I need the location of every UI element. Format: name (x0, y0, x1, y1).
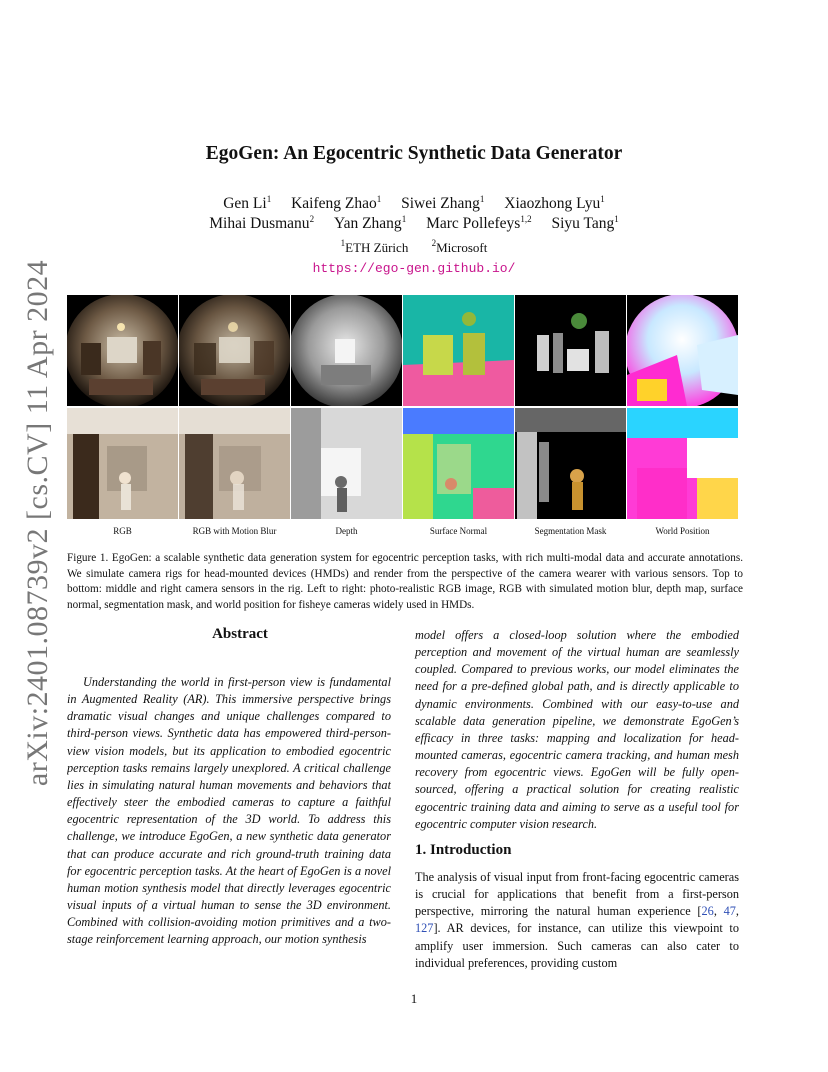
author: Siyu Tang$^1$ (551, 214, 619, 232)
world-position-right-image (627, 408, 738, 519)
affiliation: $^2$Microsoft (431, 238, 488, 255)
author: Xiaozhong Lyu$^1$ (504, 194, 605, 212)
figure-label-rgb-motion-blur: RGB with Motion Blur (192, 526, 277, 536)
abstract-heading: Abstract (212, 626, 268, 642)
figure-caption: Figure 1. EgoGen: a scalable synthetic data generation system for egocentric perception tasks, with rich multi-modal data and accurate annotations. We simulate camera rigs for head-mounted devices (HMDs) and render from the perspective of the camera wearer with various sensors. Top to bottom: middle and right camera sensors in the rig. Left to right: photo-realistic RGB image, RGB with simulated motion blur, depth map, surface normal, segmentation mask, and world position for fisheye cameras widely used in HMDs. (67, 552, 743, 611)
world-position-middle-image (627, 295, 738, 406)
author: Yan Zhang$^1$ (333, 214, 407, 232)
affiliations (0, 240, 828, 256)
segmentation-right-image (515, 408, 626, 519)
figure-label-segmentation-mask: Segmentation Mask (534, 526, 607, 536)
introduction-text: The analysis of visual input from front-facing egocentric cameras is crucial for applications that benefit from a first-person perspective, mirroring the natural human experience [26, 47, 127]. AR devices, for instance, can utilize this viewpoint to amplify user immersion. Such cameras can also cater to individual preferences, providing custom (415, 870, 739, 970)
citation-link[interactable]: 127 (415, 921, 434, 936)
author-row-2 (0, 215, 828, 233)
author: Kaifeng Zhao$^1$ (291, 194, 382, 212)
project-url-link[interactable]: https://ego-gen.github.io/ (312, 261, 516, 276)
rgb-right-image (67, 408, 178, 519)
introduction-heading: 1. Introduction (415, 842, 512, 858)
surface-normal-middle-image (403, 295, 514, 406)
abstract-text: Understanding the world in first-person view is fundamental in Augmented Reality (AR). This immersive perspective brings dramatic visual changes and unique challenges compared to third-person views. Synthetic data has empowered third-person-view vision models, but its application to embodied egocentric perception tasks remains largely unexplored. A critical challenge lies in simulating natural human movements and behaviors that effectively steer the embodied cameras to capture a faithful egocentric representation of the 3D world. To address this challenge, we introduce EgoGen, a new synthetic data generator that can produce accurate and rich ground-truth training data for egocentric perception tasks. At the heart of EgoGen is a novel human motion synthesis model that directly leverages egocentric visual inputs of a virtual human to sense the 3D environment. Combined with collision-avoiding motion primitives and a two-stage reinforcement learning approach, our motion synthesis (67, 675, 391, 947)
paper-title: EgoGen: An Egocentric Synthetic Data Generator (205, 143, 623, 164)
citation-link[interactable]: 47 (723, 904, 736, 919)
affiliation: $^1$ETH Zürich (340, 238, 409, 255)
introduction-body (415, 869, 739, 972)
figure-1 (67, 295, 738, 519)
figure-label-surface-normal: Surface Normal (429, 526, 488, 536)
citation-link[interactable]: 26 (701, 904, 714, 919)
figure-label-depth: Depth (335, 526, 358, 536)
author: Mihai Dusmanu$^2$ (209, 214, 315, 232)
author-row-1 (0, 195, 828, 213)
rgb-middle-image (67, 295, 178, 406)
figure-label-world-position: World Position (655, 526, 710, 536)
surface-normal-right-image (403, 408, 514, 519)
author: Marc Pollefeys$^{1,2}$ (426, 214, 532, 232)
abstract-body-continued: model offers a closed-loop solution where the embodied perception and movement of the virtual human are seamlessly coupled. Compared to previous works, our model eliminates the need for a pre-defined global path, and is directly applicable to dynamic environments. Combined with our easy-to-use and scalable data generation pipeline, we demonstrate EgoGen’s efficacy in three tasks: mapping and localization for head-mounted cameras, egocentric camera tracking, and human mesh recovery from egocentric views. EgoGen will be fully open-sourced, offering a practical solution for creating realistic egocentric training data and aiming to serve as a useful tool for egocentric computer vision research. (415, 628, 739, 831)
arxiv-id: arXiv:2401.08739v2 [cs.CV] 11 Apr 2024 (21, 259, 54, 786)
rgb-motion-blur-right-image (179, 408, 290, 519)
author: Siwei Zhang$^1$ (401, 194, 485, 212)
page-number: 1 (410, 991, 418, 1006)
segmentation-middle-image (515, 295, 626, 406)
abstract-body (67, 674, 391, 964)
arxiv-sidebar (18, 259, 58, 786)
depth-middle-image (291, 295, 402, 406)
rgb-motion-blur-middle-image (179, 295, 290, 406)
author: Gen Li$^1$ (223, 194, 272, 212)
figure-label-rgb: RGB (113, 526, 132, 536)
depth-right-image (291, 408, 402, 519)
